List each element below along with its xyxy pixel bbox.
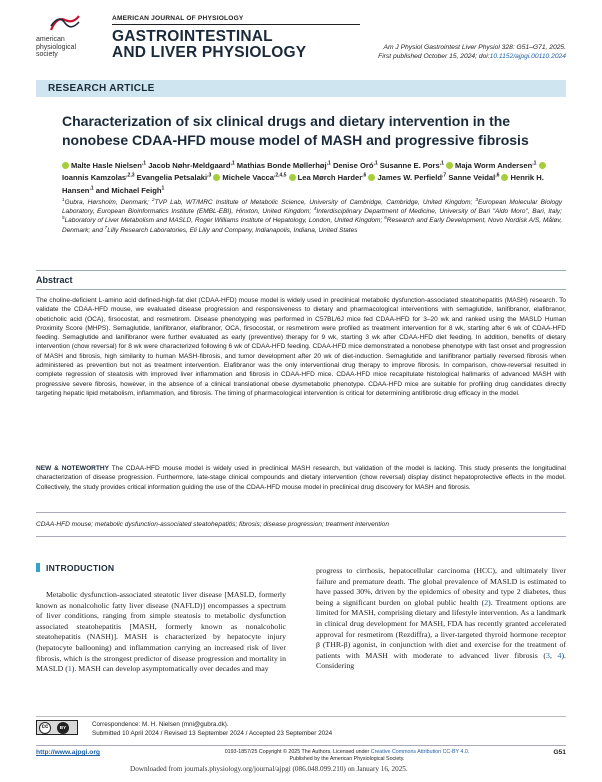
new-noteworthy <box>36 464 566 492</box>
copyright: 0193-1857/25 Copyright © 2025 The Authors. Licensed under Creative Commons Attribution CC-BY 4.0. Published by the American Physiological Society. <box>182 749 512 763</box>
section-bar-icon <box>36 563 40 572</box>
publisher: Published by the American Physiological Society. <box>289 756 405 762</box>
attribution-icon: BY <box>57 722 69 734</box>
author-name[interactable]: Maja Worm Andersen$^{,1}$ <box>446 161 536 170</box>
affiliations: $^1$Gubra, Hørsholm, Denmark; $^2$TVP Lab, WT/MRC Institute of Metabolic Science, University of Cambridge, Cambridge, United Kingdom; $^3$European Molecular Biology Laboratory, European Bioinformatics Institute (EMBL-EBI), Hinxton, United Kingdom; $^4$Interdisciplinary Department of Medicine, University of Bari "Aldo Moro", Bari, Italy; $^5$Laboratory of Liver Metabolism and MASLD, Roger Williams Institute of Hepatology, London, United Kingdom; $^6$Research and Early Development, Novo Nordisk A/S, Måløv, Denmark; and $^7$Lilly Research Laboratories, Eli Lilly and Company, Indianapolis, Indiana, United States <box>62 196 563 234</box>
abstract-heading: Abstract <box>36 275 73 285</box>
author-name[interactable]: Henrik H. Hansen$^{,1}$ and Michael Feigh$^1$ <box>62 173 544 195</box>
orcid-icon[interactable] <box>501 174 508 181</box>
orcid-icon[interactable] <box>289 174 296 181</box>
orcid-icon[interactable] <box>213 174 220 181</box>
keywords-divider-bottom <box>36 536 566 537</box>
journal-divider <box>112 24 360 25</box>
orcid-icon[interactable] <box>368 174 375 181</box>
journal-name: GASTROINTESTINAL AND LIVER PHYSIOLOGY <box>112 28 307 61</box>
article-type-banner <box>36 80 566 97</box>
citation-doi-line: First published October 15, 2024; doi:10.1152/ajpgi.00110.2024 <box>378 53 566 60</box>
doi-link[interactable]: 10.1152/ajpgi.00110.2024 <box>489 53 566 60</box>
footer-rule <box>36 745 566 746</box>
citation-volume: Am J Physiol Gastrointest Liver Physiol 328: G51–G71, 2025. <box>383 44 566 51</box>
reference-link[interactable]: 4 <box>557 650 562 660</box>
author-name[interactable]: Jacob Nøhr-Meldgaard$^{,1}$ <box>148 160 235 170</box>
author-name[interactable]: Evangelia Petsalaki$^{,3}$ <box>136 172 212 183</box>
article-title: Characterization of six clinical drugs and dietary intervention in the nonobese CDAA-HFD mouse model of MASH and progressive fibrosis <box>62 113 529 148</box>
intro-column-right: progress to cirrhosis, hepatocellular carcinoma (HCC), and ultimately liver failure and premature death. The global prevalence of MASLD is estimated to have passed 30%, driven by the epidemics of obesity and type 2 diabetes, thus being a significant burden on global public health (2). Treatment options are limited for MASH, comprising dietary and lifestyle intervention. As a landmark in clinical drug development for MASH, FDA has recently granted accelerated approval for resmetirom (Rezdiffra), a liver-targeted thyroid hormone receptor β (THR-β) agonist, in conjunction with diet and exercise for the treatment of patients with MASH with moderate to advanced liver fibrosis (3, 4). Considering <box>316 566 566 671</box>
author-name[interactable]: Michele Vacca$^{,2,4,5}$ <box>213 173 286 182</box>
author-name[interactable]: Malte Hasle Nielsen$^{,1}$ <box>62 161 146 170</box>
author-name[interactable]: Sanne Veidal$^{,6}$ <box>448 172 500 183</box>
journal-super-title: AMERICAN JOURNAL OF PHYSIOLOGY <box>112 15 244 22</box>
orcid-icon[interactable] <box>539 162 546 169</box>
abstract-heading-bar <box>36 270 566 290</box>
author-name[interactable]: Denise Oró$^{,1}$ <box>332 160 378 170</box>
introduction-heading: INTRODUCTION <box>36 563 114 573</box>
author-name[interactable]: James W. Perfield$^{,7}$ <box>368 173 446 182</box>
new-noteworthy-label: NEW & NOTEWORTHY <box>36 465 109 472</box>
cc-by-license-badge[interactable] <box>36 720 78 735</box>
keywords-divider-top <box>36 512 566 513</box>
reference-link[interactable]: 1 <box>67 664 72 674</box>
page-number: G51 <box>553 749 566 756</box>
aps-logo <box>36 14 94 64</box>
submission-dates: Submitted 10 April 2024 / Revised 13 September 2024 / Accepted 23 September 2024 <box>92 729 333 737</box>
creative-commons-icon: cc <box>39 722 51 734</box>
orcid-icon[interactable] <box>446 162 453 169</box>
author-name[interactable]: Susanne E. Pors$^{,1}$ <box>379 160 444 170</box>
new-noteworthy-text: The CDAA-HFD mouse model is widely used in preclinical MASH research, but validation of the model is lacking. This study presents the longitudinal characterization of disease progression. Furthermore, late-stage clinical compounds and dietary intervention (chow reversal) display distinct hepatoprotective effects in the model. Collectively, the study provides critical information guiding the use of the CDAA-HFD mouse model in preclinical drug discovery for MASH and fibrosis. <box>36 465 567 491</box>
author-list <box>62 160 562 197</box>
logo-text: american physiological society <box>36 36 77 59</box>
citation <box>378 43 566 61</box>
article-type-label: RESEARCH ARTICLE <box>48 83 155 94</box>
correspondence-block <box>92 721 332 738</box>
author-name[interactable]: Mathias Bonde Møllerhøj$^{,1}$ <box>236 160 331 170</box>
aps-logo-mark-icon <box>49 14 81 32</box>
abstract-text: The choline-deficient L-amino acid defined-high-fat diet (CDAA-HFD) mouse model is widely used in preclinical metabolic dysfunction-associated steatohepatitis (MASH) research. To validate the CDAA-HFD mouse, we evaluated disease progression and responsiveness to dietary and pharmacological interventions with semaglutide, lanifibranor, elafibranor, obeticholic acid (OCA), firsocostat, and resmetirom. Disease phenotyping was performed in C57BL/6J mice fed CDAA-HFD for 3–20 wk and ranked using the MASLD Human Proximity Score (MHPS). Semaglutide, lanifibranor, elafibranor, OCA, firsocostat, or resmetirom were profiled as treatment intervention for 8 wk, starting after 6 wk of CDAA-HFD feeding. Semaglutide and lanifibranor were further evaluated as early (preventive) therapy for 9 wk, starting 3 wk after CDAA-HFD diet feeding. In addition, benefits of dietary intervention (chow reversal) for 8 wk were characterized following 6 wk of CDAA-HFD feeding. CDAA-HFD mice demonstrated a nonobese phenotype with fast onset and progression of MASH and fibrosis, high similarity to human MASH-fibrosis, and tumor development after 20 wk of diet-induction. Semaglutide and lanifibranor partially reversed fibrosis when administered as prevention but not as treatment intervention. Elafibranor was the only interventional drug therapy to improve fibrosis. In comparison, chow-reversal resulted in complete regression of steatosis with improved liver inflammation and fibrosis in CDAA-HFD mice. CDAA-HFD mice recapitulate histological hallmarks of advanced MASH with progressive severe fibrosis, however, in the absence of a clinical translational obese dysmetabolic phenotype. CDAA-HFD mice are suitable for profiling drug candidates directly targeting hepatic lipid metabolism, inflammation, and fibrosis. The timing of pharmacological intervention is critical for determining antifibrotic drug efficacy in the model. <box>36 297 566 397</box>
correspondence: Correspondence: M. H. Nielsen (mni@gubra.dk). <box>92 721 229 728</box>
journal-url-link[interactable]: http://www.ajpgi.org <box>36 749 101 756</box>
author-name[interactable]: Ioannis Kamzolas$^{,2,3}$ <box>62 161 548 182</box>
footer-divider <box>36 716 566 717</box>
intro-column-left <box>36 590 286 675</box>
author-name[interactable]: Lea Mørch Harder$^{,6}$ <box>289 173 367 182</box>
orcid-icon[interactable] <box>62 162 69 169</box>
reference-link[interactable]: 3 <box>546 650 550 660</box>
intro-left-text: Metabolic dysfunction-associated steatotic liver disease [MASLD, formerly known as nonalcoholic fatty liver disease (NAFLD)] encompasses a spectrum of liver conditions, ranging from simple steatosis to metabolic dysfunction associated steatohepatitis [MASH, formerly known as nonalcoholic steatohepatitis (NASH)]. MASH is characterized by hepatocyte injury (hepatocyte ballooning) and inflammation carrying an increased risk of liver fibrosis, which is the strongest predictor of disease progression and mortality in MASLD (1). MASH can develop asymptomatically over decades and may <box>36 590 286 674</box>
keywords: CDAA-HFD mouse; metabolic dysfunction-associated steatohepatitis; fibrosis; disease progression; treatment intervention <box>36 521 389 528</box>
download-note: Downloaded from journals.physiology.org/journal/ajpgi (086.048.099.210) on January 16, 2025. <box>130 765 408 773</box>
license-link[interactable]: Creative Commons Attribution CC-BY 4.0. <box>370 749 470 755</box>
reference-link[interactable]: 2 <box>484 597 489 607</box>
